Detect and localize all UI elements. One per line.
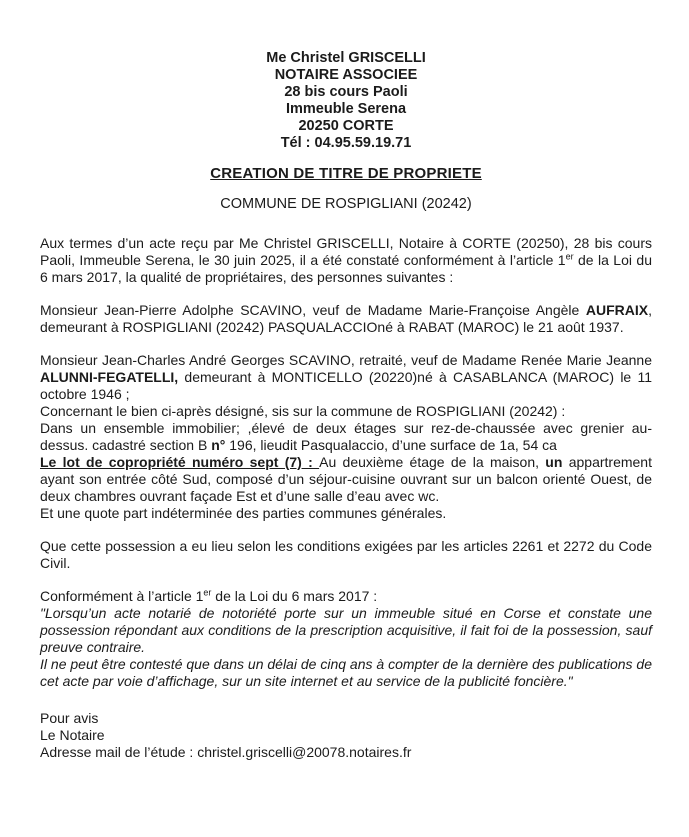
text-run: , demeurant à ROSPIGLIANI (20242) PASQUALACCIOné à RABAT (MAROC) le 21 août 1937. (40, 302, 652, 335)
quote-part-line: Et une quote part indéterminée des parties communes générales. (40, 505, 447, 521)
owner1-surname: AUFRAIX (585, 302, 649, 318)
superscript-er: er (565, 251, 574, 262)
lot-paragraph (40, 454, 652, 505)
notary-role: NOTAIRE ASSOCIEE (274, 67, 418, 83)
text-run: Dans un ensemble immobilier; ,élevé de deux étages sur rez-de-chaussée avec grenier au-dessus. cadastré section B (40, 420, 652, 453)
ensemble-paragraph (40, 420, 652, 454)
concerning-line: Concernant le bien ci-après désigné, sis sur la commune de ROSPIGLIANI (20242) : (40, 403, 566, 419)
email-line: Adresse mail de l’étude : christel.griscelli@20078.notaires.fr (40, 744, 412, 760)
letterhead (40, 50, 652, 152)
law-quote-paragraph-1: "Lorsqu’un acte notarié de notoriété porte sur un immeuble situé en Corse et constate une possession répondant aux conditions de la prescription acquisitive, il fait foi de la possession, sauf preuve contraire. (40, 605, 652, 655)
conform-line (40, 588, 652, 605)
text-run: appartrement ayant son entrée côté Sud, composé d’un séjour-cuisine ouvrant sur un balcon orienté Ouest, de deux chambres ouvrant façade Est et d’une salle d’eau avec wc. (40, 454, 652, 504)
letterhead-street: 28 bis cours Paoli (284, 84, 408, 100)
text-run: Monsieur Jean-Pierre Adolphe SCAVINO, veuf de Madame Marie-Françoise Angèle (40, 302, 586, 318)
notary-name: Me Christel GRISCELLI (266, 50, 426, 66)
text-run-bold: un (545, 454, 563, 470)
letterhead-city: 20250 CORTE (298, 118, 394, 134)
commune-subtitle: COMMUNE DE ROSPIGLIANI (20242) (220, 196, 472, 212)
owner1-paragraph (40, 302, 652, 336)
le-notaire-line: Le Notaire (40, 727, 105, 743)
law-quote-paragraph-2: Il ne peut être contesté que dans un délai de cinq ans à compter de la dernière des publications de cet acte par voie d’affichage, sur un site internet et au service de la publicité foncière." (40, 656, 652, 689)
text-run-bold: n° (211, 437, 226, 453)
pour-avis-line: Pour avis (40, 710, 99, 726)
text-run: de la Loi du 6 mars 2017, la qualité de propriétaires, des personnes suivantes : (40, 252, 652, 285)
letterhead-phone: Tél : 04.95.59.19.71 (280, 135, 412, 151)
intro-paragraph (40, 235, 652, 286)
text-run: Monsieur Jean-Charles André Georges SCAVINO, retraité, veuf de Madame Renée Marie Jeanne (40, 352, 652, 368)
text-run: Au deuxième étage de la maison, (319, 454, 546, 470)
owner2-paragraph (40, 352, 652, 403)
superscript-er: er (203, 587, 212, 598)
text-run: Conformément à l’article 1 (40, 588, 204, 604)
possession-paragraph: Que cette possession a eu lieu selon les conditions exigées par les articles 2261 et 2272 du Code Civil. (40, 538, 652, 571)
document-title: CREATION DE TITRE DE PROPRIETE (210, 165, 482, 182)
text-run: 196, lieudit Pasqualaccio, d’une surface de 1a, 54 ca (225, 437, 557, 453)
lot-heading: Le lot de copropriété numéro sept (7) : (40, 454, 320, 470)
text-run: de la Loi du 6 mars 2017 : (211, 588, 378, 604)
text-run: demeurant à MONTICELLO (20220)né à CASABLANCA (MAROC) le 11 octobre 1946 ; (40, 369, 652, 402)
text-run: Aux termes d’un acte reçu par Me Christel GRISCELLI, Notaire à CORTE (20250), 28 bis cours Paoli, Immeuble Serena, le 30 juin 2025, il a été constaté conformément à l’article 1 (40, 235, 652, 268)
letterhead-building: Immeuble Serena (285, 101, 407, 117)
owner2-surname: ALUNNI-FEGATELLI, (40, 369, 179, 385)
